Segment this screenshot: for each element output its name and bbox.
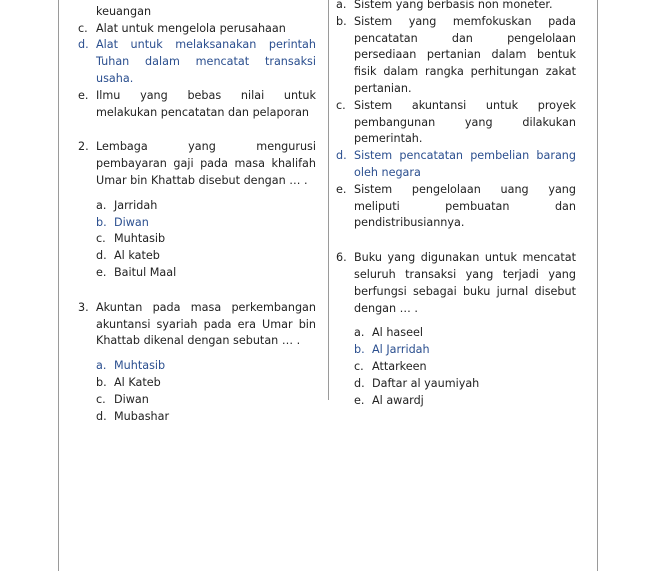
question-stem: Akuntan pada masa perkembangan akuntansi syariah pada era Umar bin Khattab dikenal dengan sebutan … . <box>96 300 316 348</box>
q5-option-a: a. Sistem yang berbasis non moneter. <box>336 0 553 11</box>
column-divider <box>328 0 329 400</box>
q2-option-b: b. Diwan <box>96 215 149 229</box>
question-2 <box>78 139 316 281</box>
q1-option-b: keuangan <box>96 4 152 18</box>
q5-option-b: b. Sistem yang memfokuskan pada pencatatan dan pengelolaan persediaan pertanian dalam bentuk fisik dalam rangka perhitungan zakat pertanian. <box>336 14 576 95</box>
q6-option-c: c. Attarkeen <box>354 359 427 373</box>
q2-option-c: c. Muhtasib <box>96 232 166 246</box>
question-6 <box>336 250 576 409</box>
q5-option-d: d. Sistem pencatatan pembelian barang oleh negara <box>336 149 576 179</box>
q1-option-e: e. Ilmu yang bebas nilai untuk melakukan pencatatan dan pelaporan <box>78 88 316 119</box>
q3-option-b: b. Al Kateb <box>96 375 161 389</box>
right-column <box>336 0 576 409</box>
q2-option-d: d. Al kateb <box>96 249 160 263</box>
q3-option-c: c. Diwan <box>96 392 149 406</box>
q1-option-d: d. Alat untuk melaksanakan perintah Tuhan dalam mencatat transaksi usaha. <box>78 38 316 85</box>
q6-option-e: e. Al awardj <box>354 393 424 407</box>
q2-option-e: e. Baitul Maal <box>96 265 177 279</box>
q6-option-d: d. Daftar al yaumiyah <box>354 376 480 390</box>
question-stem: Lembaga yang mengurusi pembayaran gaji pada masa khalifah Umar bin Khattab disebut dengan … . <box>96 140 316 187</box>
left-column <box>78 0 316 425</box>
question-number: 2. <box>78 140 89 154</box>
q3-option-d: d. Mubashar <box>96 409 170 423</box>
question-3 <box>78 300 316 426</box>
question-number: 6. <box>336 251 347 265</box>
question-number: 3. <box>78 300 89 314</box>
q5-option-e: e. Sistem pengelolaan uang yang meliputi pembuatan dan pendistribusiannya. <box>336 182 576 230</box>
q6-option-b: b. Al Jarridah <box>354 343 430 357</box>
q6-option-a: a. Al haseel <box>354 326 423 340</box>
question-stem: Buku yang digunakan untuk mencatat seluruh transaksi yang terjadi yang berfungsi sebagai buku jurnal disebut dengan … . <box>354 251 576 315</box>
q5-option-c: c. Sistem akuntansi untuk proyek pembangunan yang dilakukan pemerintah. <box>336 98 576 146</box>
q2-option-a: a. Jarridah <box>96 198 158 212</box>
q3-option-a: a. Muhtasib <box>96 359 166 373</box>
q1-option-c: c. Alat untuk mengelola perusahaan <box>78 21 286 35</box>
